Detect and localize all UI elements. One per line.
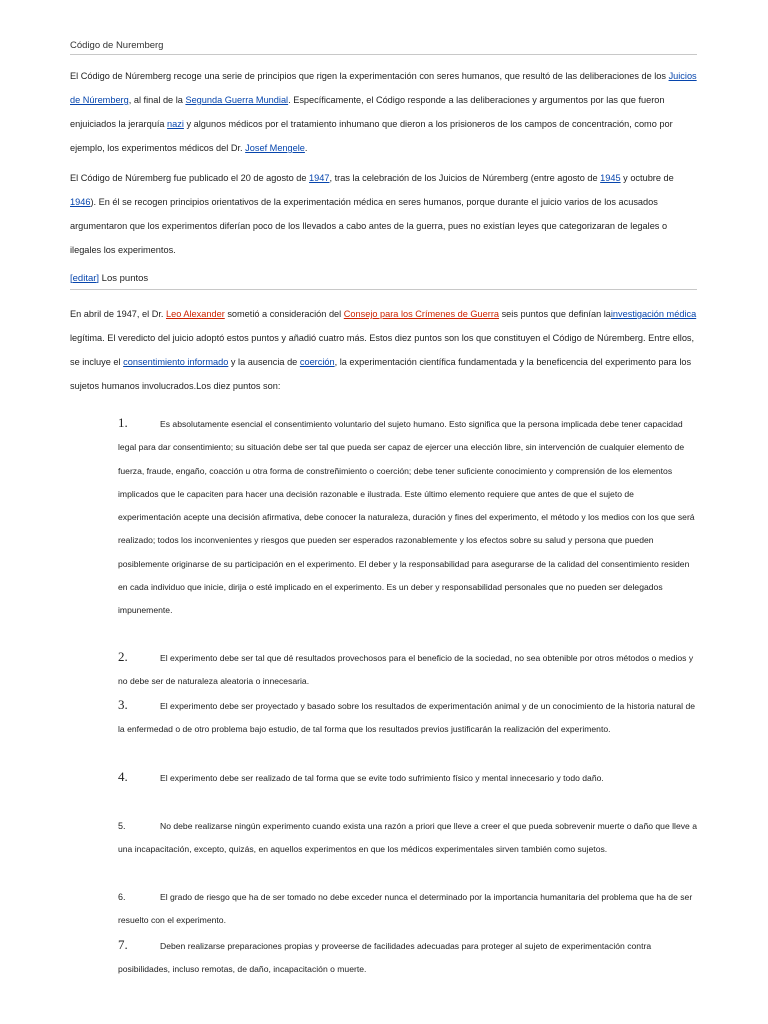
text-segment: sometió a consideración del xyxy=(224,309,344,319)
text-segment: , tras la celebración de los Juicios de Núremberg (entre agosto de xyxy=(329,173,601,183)
list-item xyxy=(118,815,698,862)
points-intro-paragraph xyxy=(70,302,700,398)
point-text: Es absolutamente esencial el consentimiento voluntario del sujeto humano. Esto significa que la persona implicada debe tener capacidad legal para dar consentimiento; su situación debe ser tal que pueda ser capaz de ejercer una elección libre, sin intervención de cualquier elemento de fuerza, fraude, engaño, coacción u otra forma de constreñimiento o coerción; debe tener suficiente conocimiento y comprensión de los elementos implicados que le capaciten para hacer una decisión razonable e ilustrada. Este último elemento requiere que antes de que el sujeto de experimentación acepte una decisión afirmativa, debe conocer la naturaleza, duración y fines del experimento, el método y los medios con los que será realizado; todos los inconvenientes y riesgos que pueden ser esperados razonablemente y los efectos sobre su salud y persona que pueden posiblemente originarse de su participación en el experimento. El deber y la responsabilidad para asegurarse de la calidad del consentimiento residen en cada individuo que inicie, dirija o esté implicado en el experimento. Es un deber y responsabilidad personales que no pueden ser delegados impunemente. xyxy=(118,419,695,616)
link-nazi[interactable]: nazi xyxy=(167,119,184,129)
section-title: Los puntos xyxy=(99,273,149,284)
text-segment: y algunos médicos por el tratamiento inhumano que dieron a los prisioneros de los campos de concentración, como por ejemplo, los experimentos médicos del Dr. xyxy=(70,119,673,153)
bracket: ] xyxy=(96,273,100,284)
point-number: 3. xyxy=(118,697,128,712)
list-item xyxy=(118,886,698,933)
section-heading xyxy=(70,271,148,287)
link-juicios-nuremberg[interactable]: Juicios de Núremberg xyxy=(70,71,697,105)
text-segment: legítima. El veredicto del juicio adoptó estos puntos y añadió cuatro más. Estos diez puntos son los que constituyen el Código de Núremberg. Entre ellos, se incluye el xyxy=(70,333,695,367)
text-segment: , la experimentación científica fundamentada y la beneficencia del experimento para los sujetos humanos involucrados.Los diez puntos son: xyxy=(70,357,692,391)
list-item xyxy=(118,933,698,982)
link-josef-mengele[interactable]: Josef Mengele xyxy=(245,143,305,153)
point-number: 2. xyxy=(118,649,128,664)
intro-paragraph xyxy=(70,64,700,160)
point-text: El experimento debe ser tal que dé resultados provechosos para el beneficio de la sociedad, no sea obtenible por otros métodos o medios y no debe ser de naturaleza aleatoria o innecesaria. xyxy=(118,653,694,687)
link-segunda-guerra-mundial[interactable]: Segunda Guerra Mundial xyxy=(185,95,289,105)
point-number: 1. xyxy=(118,415,128,430)
point-text: El experimento debe ser realizado de tal forma que se evite todo sufrimiento físico y mental innecesario y todo daño. xyxy=(160,773,604,783)
list-item xyxy=(118,411,698,623)
text-segment: ). En él se recogen principios orientativos de la experimentación médica en seres humanos, porque durante el juicio varios de los acusados argumentaron que los experimentos diferían poco de los llevados a cabo antes de la guerra, pues no existían leyes que categorizaran de legales o ilegales los experimentos. xyxy=(70,197,668,255)
text-segment: En abril de 1947, el Dr. xyxy=(70,309,167,319)
edit-link[interactable]: editar xyxy=(72,273,97,284)
point-number: 5. xyxy=(118,821,126,831)
link-leo-alexander[interactable]: Leo Alexander xyxy=(166,309,225,319)
title-divider xyxy=(70,54,697,55)
link-1945[interactable]: 1945 xyxy=(600,173,621,183)
point-number: 7. xyxy=(118,937,128,952)
document-title: Código de Nuremberg xyxy=(70,40,164,51)
section-divider xyxy=(70,289,697,290)
point-number: 6. xyxy=(118,892,126,902)
text-segment: , al final de la xyxy=(128,95,186,105)
text-segment: El Código de Núremberg fue publicado el 20 de agosto de xyxy=(70,173,310,183)
list-item xyxy=(118,645,698,694)
text-segment: . Específicamente, el Código responde a las deliberaciones y argumentos por las que fueron enjuiciados la jerarquía xyxy=(70,95,665,129)
point-text: El experimento debe ser proyectado y basado sobre los resultados de experimentación animal y de un conocimiento de la historia natural de la enfermedad o de otro problema bajo estudio, de tal forma que los resultados previos justificarán la realización del experimento. xyxy=(118,701,696,735)
text-segment: . xyxy=(304,143,308,153)
list-item xyxy=(118,765,698,790)
point-text: No debe realizarse ningún experimento cuando exista una razón a priori que lleve a creer el que pueda sobrevenir muerte o daño que lleve a una incapacitación, excepto, quizás, en aquellos experimentos en que los médicos experimentales sirven también como sujetos. xyxy=(118,821,697,855)
link-investigacion-medica[interactable]: investigación médica xyxy=(610,309,697,319)
point-text: El grado de riesgo que ha de ser tomado no debe exceder nunca el determinado por la importancia humanitaria del problema que ha de ser resuelto con el experimento. xyxy=(118,892,693,926)
text-segment: y octubre de xyxy=(620,173,674,183)
text-segment: y la ausencia de xyxy=(228,357,300,367)
link-1946[interactable]: 1946 xyxy=(70,197,91,207)
text-segment: El Código de Núremberg recoge una serie de principios que rigen la experimentación con seres humanos, que resultó de las deliberaciones de los xyxy=(70,71,669,81)
point-text: Deben realizarse preparaciones propias y proveerse de facilidades adecuadas para proteger al sujeto de experimentación contra posibilidades, incluso remotas, de daño, incapacitación o muerte. xyxy=(118,941,652,975)
point-number: 4. xyxy=(118,769,128,784)
publication-paragraph xyxy=(70,166,700,262)
text-segment: seis puntos que definían la xyxy=(499,309,611,319)
bracket: [ xyxy=(70,273,73,284)
link-consejo-crimenes-guerra[interactable]: Consejo para los Crímenes de Guerra xyxy=(343,309,500,319)
link-coercion[interactable]: coerción xyxy=(299,357,335,367)
list-item xyxy=(118,693,698,742)
link-consentimiento-informado[interactable]: consentimiento informado xyxy=(123,357,229,367)
link-1947[interactable]: 1947 xyxy=(309,173,330,183)
